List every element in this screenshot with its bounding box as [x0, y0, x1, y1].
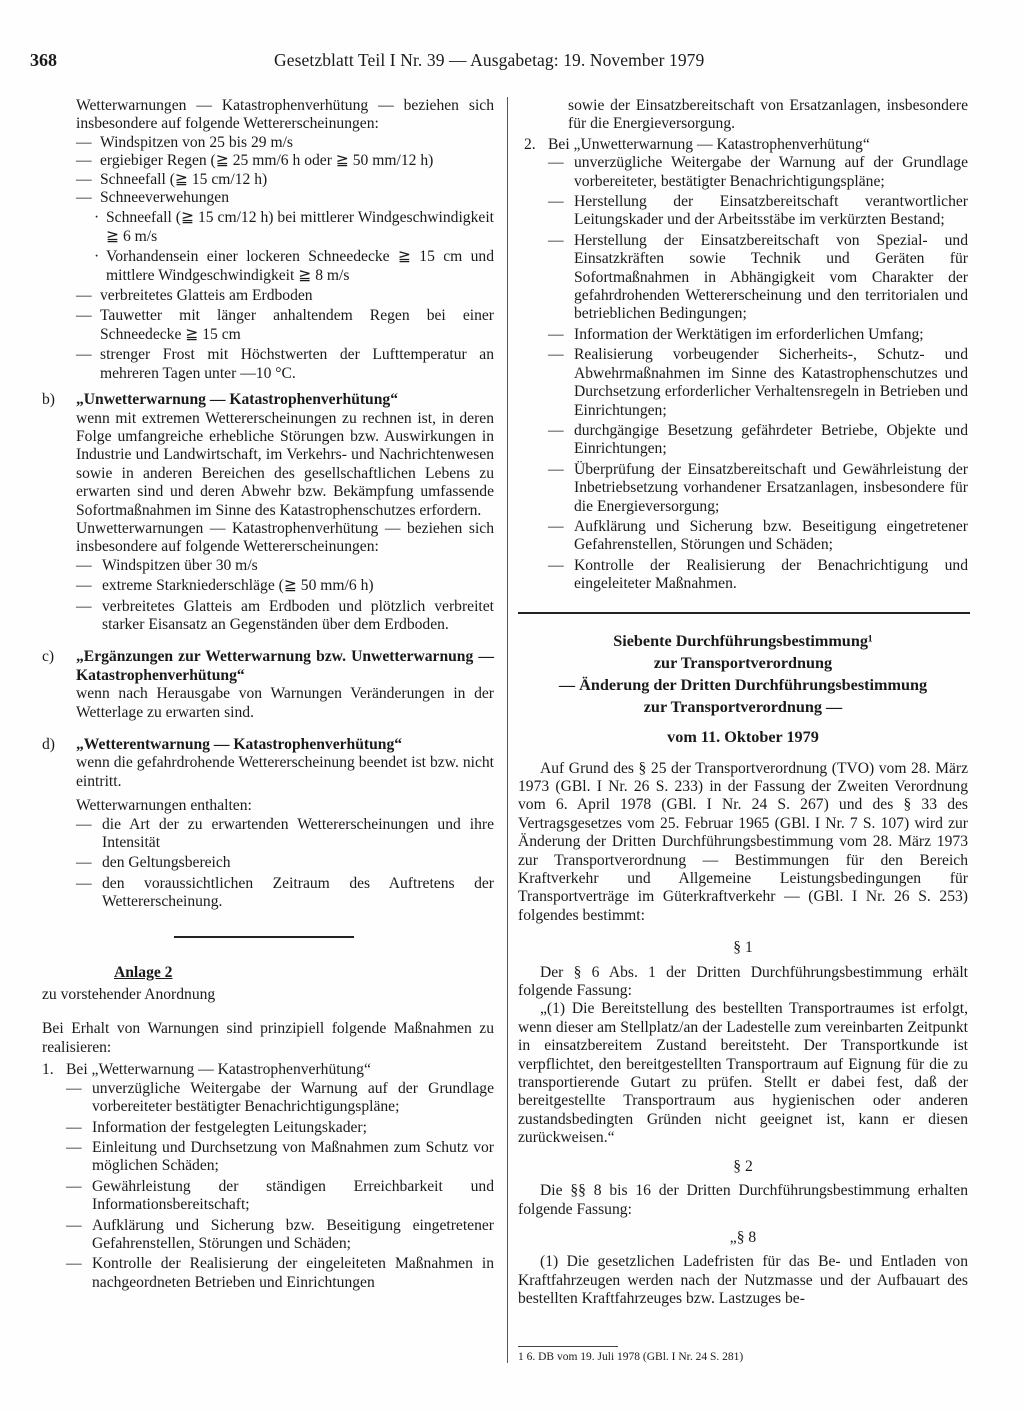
list-item: — Kontrolle der Realisierung der Benachrichtigung und eingeleiteter Maßnahmen. — [548, 556, 968, 593]
list-item: — Realisierung vorbeugender Sicherheits-, Schutz- und Abwehrmaßnahmen im Sinne des Katastrophenschutzes und Durchsetzung erforderlicher Verhaltensregeln in Betrieben und Einrichtungen; — [548, 346, 968, 419]
preamble: Auf Grund des § 25 der Transportverordnung (TVO) vom 28. März 1973 (GBl. I Nr. 26 S. 233) in der Fassung der Zweiten Verordnung vom 6. April 1978 (GBl. I Nr. 24 S. 267) und des § 33 des Vertragsgesetzes vom 25. Februar 1965 (GBl. I Nr. 7 S. 107) wird zur Änderung der Dritten Durchführungsbestimmung vom 28. März 1973 zur Transportverordnung — Bestimmungen für den Bereich Kraftverkehr und Allgemeine Leistungsbedingungen für Transportverträge im Güterkraftverkehr — (GBl. I Nr. 26 S. 253) folgendes bestimmt: — [518, 759, 968, 924]
section-separator — [518, 612, 970, 614]
list-item: — verbreitetes Glatteis am Erdboden und plötzlich verbreitet starker Eisansatz an Gegenständen über dem Erdboden. — [76, 597, 494, 633]
list-item: — Information der Werktätigen im erforderlichen Umfang; — [548, 325, 924, 343]
section-separator — [174, 936, 354, 938]
section-heading-2: § 2 — [733, 1157, 753, 1175]
section-heading-8: „§ 8 — [729, 1228, 757, 1246]
list-item: — den Geltungsbereich — [76, 854, 231, 872]
right-column: sowie der Einsatzbereitschaft von Ersatzanlagen, insbesondere für die Energieversorgung. 2. Bei „Unwetterwarnung — Katastrophenverhütung“ — unverzügliche Weitergabe der Warnung auf der Grundlage vorbereiteter, bestätigter Benachrichtigungspläne; — Herstellung der Einsatzbereitschaft verantwortlicher Leitungskader und der Arbeitsstäbe im verkürzten Bestand; — Herstellung der Einsatzbereitschaft von Spezial- und Einsatzkräften sowie Technik und Geräten für Sofortmaßnahmen in Abhängigkeit vom Charakter der gefahrdrohenden Wettererscheinung und den territorialen und betrieblichen Bedingungen; — Information der Werktätigen im erforderlichen Umfang; — Realisierung vorbeugender Sicherheits-, Schutz- und Abwehrmaßnahmen im Sinne des Katastrophenschutzes und Durchsetzung erforderlicher Verhaltensregeln in Betrieben und Einrichtungen; — durchgängige Besetzung gefährdeter Betriebe, Objekte und Einrichtungen; — Überprüfung der Einsatzbereitschaft und Gewährleistung der Inbetriebsetzung vorhandener Ersatzanlagen, insbesondere für die Energieversorgung; — Aufklärung und Sicherung bzw. Beseitigung eingetretener Gefahrenstellen, Störungen und Schäden; — Kontrolle der Realisierung der Benachrichtigung und eingeleiteter Maßnahmen. Siebente Durchführungsbestimmung¹ zur Transportverordnung — Änderung der Dritten Durchführungsbestimmung zur Transportverordnung — vom 11. Oktober 1979 Auf Grund des § 25 der Transportverordnung (TVO) vom 28. März 1973 (GBl. I Nr. 26 S. 233) in der Fassung der Zweiten Verordnung vom 6. April 1978 (GBl. I Nr. 24 S. 267) und des § 33 des Vertragsgesetzes vom 25. Februar 1965 (GBl. I Nr. 7 S. 107) wird zur Änderung der Dritten Durchführungsbestimmung vom 28. März 1973 zur Transportverordnung — Bestimmungen für den Bereich Kraftverkehr und Allgemeine Leistungsbedingungen für Transportverträge im Güterkraftverkehr — (GBl. I Nr. 26 S. 253) folgendes bestimmt: § 1 Der § 6 Abs. 1 der Dritten Durchführungsbestimmung erhält folgende Fassung: „(1) Die Bereitstellung des bestellten Transportraumes ist erfolgt, wenn dieser am Stellplatz/an der Ladestelle zum vereinbarten Zeitpunkt in einsatzbereitem Zustand bereitsteht. Der Transportkunde ist verpflichtet, den bereitgestellten Transportraum auf Eignung für die zu transportierende Gutart zu prüfen. Stellt er dabei fest, daß der bereitgestellte Transportraum aus hygienischen oder anderen zustandsbedingten Gründen nicht geeignet ist, kann er diesen zurückweisen.“ § 2 Die §§ 8 bis 16 der Dritten Durchführungsbestimmung erhalten folgende Fassung: „§ 8 (1) Die gesetzlichen Ladefristen für das Be- und Entladen von Kraftfahrzeugen werden nach der Nutzmasse und der Aufbauart des bestellten Kraftfahrzeuges bzw. Lastzuges be- — [518, 97, 968, 1308]
anlage-subtitle: zu vorstehender Anordnung — [42, 986, 216, 1004]
left-column — [42, 97, 494, 1292]
section-c: c) „Ergänzungen zur Wetterwarnung bzw. Unwetterwarnung — Katastrophenverhütung“ wenn nach Herausgabe von Warnungen Veränderungen in der Wetterlage zu erwarten sind. — [42, 648, 494, 721]
anlage-title: Anlage 2 — [114, 963, 173, 981]
list-item: — Überprüfung der Einsatzbereitschaft und Gewährleistung der Inbetriebsetzung vorhandener Ersatzanlagen, insbesondere für die Energieversorgung; — [548, 460, 968, 515]
measure-1: 1. Bei „Wetterwarnung — Katastrophenverhütung“ — unverzügliche Weitergabe der Warnung auf der Grundlage vorbereiteter bestätigter Benachrichtigungspläne; — Information der festgelegten Leitungskader; — Einleitung und Durchsetzung von Maßnahmen zum Schutz vor möglichen Schäden; — Gewährleistung der ständigen Erreichbarkeit und Informationsbereitschaft; — Aufklärung und Sicherung bzw. Beseitigung eingetretener Gefahrenstellen, Störungen und Schäden; — Kontrolle der Realisierung der eingeleiteten Maßnahmen in nachgeordneten Betrieben und Einrichtungen — [42, 1061, 494, 1291]
list-item: — Schneefall (≧ 15 cm/12 h) — [76, 170, 268, 188]
list-item: — Windspitzen über 30 m/s — [76, 556, 258, 574]
list-item: — Information der festgelegten Leitungskader; — [66, 1118, 367, 1136]
list-item: — Windspitzen von 25 bis 29 m/s — [76, 133, 293, 151]
list-item: — Gewährleistung der ständigen Erreichbarkeit und Informationsbereitschaft; — [66, 1177, 494, 1214]
list-item: — Tauwetter mit länger anhaltendem Regen bei einer Schneedecke ≧ 15 cm — [76, 307, 494, 343]
ordinance-title: Siebente Durchführungsbestimmung¹ zur Transportverordnung — Änderung der Dritten Durchführungsbestimmung zur Transportverordnung — vom 11. Oktober 1979 — [518, 630, 968, 748]
list-item: — extreme Starkniederschläge (≧ 50 mm/6 h) — [76, 577, 374, 595]
section-a-intro: Wetterwarnungen — Katastrophenverhütung — beziehen sich insbesondere auf folgende Wettererscheinungen: — [76, 97, 494, 133]
list-item: — den voraussichtlichen Zeitraum des Auftretens der Wettererscheinung. — [76, 874, 494, 911]
list-item: — unverzügliche Weitergabe der Warnung auf der Grundlage vorbereiteter bestätigter Benachrichtigungspläne; — [66, 1079, 494, 1116]
section-d: d) „Wetterentwarnung — Katastrophenverhütung“ wenn die gefahrdrohende Wettererscheinung beendet ist bzw. nicht eintritt. Wetterwarnungen enthalten: — die Art der zu erwartenden Wettererscheinungen und ihre Intensität — den Geltungsbereich — den voraussichtlichen Zeitraum des Auftretens der Wettererscheinung. — [42, 736, 494, 911]
sub-list-item: · Schneefall (≧ 15 cm/12 h) bei mittlerer Windgeschwindigkeit ≧ 6 m/s — [94, 209, 494, 245]
page-number: 368 — [30, 50, 57, 70]
list-item: — strenger Frost mit Höchstwerten der Lufttemperatur an mehreren Tagen unter —10 °C. — [76, 346, 494, 382]
running-title: Gesetzblatt Teil I Nr. 39 — Ausgabetag: 19. November 1979 — [274, 50, 705, 70]
measure-1-continuation: sowie der Einsatzbereitschaft von Ersatzanlagen, insbesondere für die Energieversorgung. — [568, 97, 968, 133]
section-b-title: „Unwetterwarnung — Katastrophenverhütung“ — [76, 391, 398, 409]
list-item: — verbreitetes Glatteis am Erdboden — [76, 287, 313, 305]
column-divider — [507, 97, 508, 1363]
list-item: — Aufklärung und Sicherung bzw. Beseitigung eingetretener Gefahrenstellen, Störungen und Schäden; — [548, 517, 968, 554]
section-c-title: „Ergänzungen zur Wetterwarnung bzw. Unwetterwarnung — Katastrophenverhütung“ — [76, 648, 494, 684]
page-header — [28, 50, 998, 76]
measure-2: 2. Bei „Unwetterwarnung — Katastrophenverhütung“ — unverzügliche Weitergabe der Warnung auf der Grundlage vorbereiteter, bestätigter Benachrichtigungspläne; — Herstellung der Einsatzbereitschaft verantwortlicher Leitungskader und der Arbeitsstäbe im verkürzten Bestand; — Herstellung der Einsatzbereitschaft von Spezial- und Einsatzkräften sowie Technik und Geräten für Sofortmaßnahmen in Abhängigkeit vom Charakter der gefahrdrohenden Wettererscheinung und den territorialen und betrieblichen Bedingungen; — Information der Werktätigen im erforderlichen Umfang; — Realisierung vorbeugender Sicherheits-, Schutz- und Abwehrmaßnahmen im Sinne des Katastrophenschutzes und Durchsetzung erforderlicher Verhaltensregeln in Betrieben und Einrichtungen; — durchgängige Besetzung gefährdeter Betriebe, Objekte und Einrichtungen; — Überprüfung der Einsatzbereitschaft und Gewährleistung der Inbetriebsetzung vorhandener Ersatzanlagen, insbesondere für die Energieversorgung; — Aufklärung und Sicherung bzw. Beseitigung eingetretener Gefahrenstellen, Störungen und Schäden; — Kontrolle der Realisierung der Benachrichtigung und eingeleiteter Maßnahmen. — [524, 135, 968, 593]
list-item: — Einleitung und Durchsetzung von Maßnahmen zum Schutz vor möglichen Schäden; — [66, 1138, 494, 1175]
list-item: — Schneeverwehungen — [76, 189, 230, 207]
list-item: — Kontrolle der Realisierung der eingeleiteten Maßnahmen in nachgeordneten Betrieben und Einrichtungen — [66, 1255, 494, 1291]
anlage-intro: Bei Erhalt von Warnungen sind prinzipiell folgende Maßnahmen zu realisieren: — [42, 1020, 494, 1056]
list-item: — Herstellung der Einsatzbereitschaft verantwortlicher Leitungskader und der Arbeitsstäbe im verkürzten Bestand; — [548, 193, 968, 229]
ordinance-date: vom 11. Oktober 1979 — [667, 727, 819, 746]
footnote: 1 6. DB vom 19. Juli 1978 (GBl. I Nr. 24 S. 281) — [518, 1351, 744, 1363]
section-heading-1: § 1 — [733, 939, 753, 957]
footnote-rule — [518, 1346, 618, 1347]
list-item: — unverzügliche Weitergabe der Warnung auf der Grundlage vorbereiteter, bestätigter Benachrichtigungspläne; — [548, 154, 968, 190]
section-b: b) „Unwetterwarnung — Katastrophenverhütung“ wenn mit extremen Wettererscheinungen zu rechnen ist, in deren Folge umfangreiche erhebliche Störungen bzw. Auswirkungen in Industrie und Landwirtschaft, im Verkehrs- und Nachrichtenwesen sowie in anderen Bereichen des gesellschaftlichen Lebens zu erwarten sind und deren Abwehr bzw. Bekämpfung umfassende Sofortmaßnahmen im Sinne des Katastrophenschutzes erfordern. Unwetterwarnungen — Katastrophenverhütung — beziehen sich insbesondere auf folgende Wettererscheinungen: — Windspitzen über 30 m/s — extreme Starkniederschläge (≧ 50 mm/6 h) — verbreitetes Glatteis am Erdboden und plötzlich verbreitet starker Eisansatz an Gegenständen über dem Erdboden. — [42, 391, 494, 633]
list-item: — durchgängige Besetzung gefährdeter Betriebe, Objekte und Einrichtungen; — [548, 421, 968, 458]
list-item: — Herstellung der Einsatzbereitschaft von Spezial- und Einsatzkräften sowie Technik und Geräten für Sofortmaßnahmen in Abhängigkeit vom Charakter der gefahrdrohenden Wettererscheinung und den territorialen und betrieblichen Bedingungen; — [548, 231, 968, 323]
sub-list-item: · Vorhandensein einer lockeren Schneedecke ≧ 15 cm und mittlere Windgeschwindigkeit ≧ 8 m/s — [94, 248, 494, 284]
section-d-title: „Wetterentwarnung — Katastrophenverhütung“ — [76, 736, 403, 753]
section-a-continuation — [42, 97, 494, 207]
list-item: — die Art der zu erwartenden Wettererscheinungen und ihre Intensität — [76, 815, 494, 852]
list-item: — Aufklärung und Sicherung bzw. Beseitigung eingetretener Gefahrenstellen, Störungen und Schäden; — [66, 1216, 494, 1252]
list-item: — ergiebiger Regen (≧ 25 mm/6 h oder ≧ 50 mm/12 h) — [76, 152, 434, 170]
section-1-quote: „(1) Die Bereitstellung des bestellten Transportraumes ist erfolgt, wenn dieser am Stellplatz/an der Ladestelle zum vereinbarten Zeitpunkt in einsatzbereitem Zustand bereitsteht. Der Transportkunde ist verpflichtet, den bereitgestellten Transportraum auf Eignung für die zu transportierende Gutart zu prüfen. Stellt er dabei fest, daß der bereitgestellte Transportraum aus hygienischen oder anderen zustandsbedingten Gründen nicht geeignet ist, kann er diesen zurückweisen.“ — [518, 1000, 968, 1147]
